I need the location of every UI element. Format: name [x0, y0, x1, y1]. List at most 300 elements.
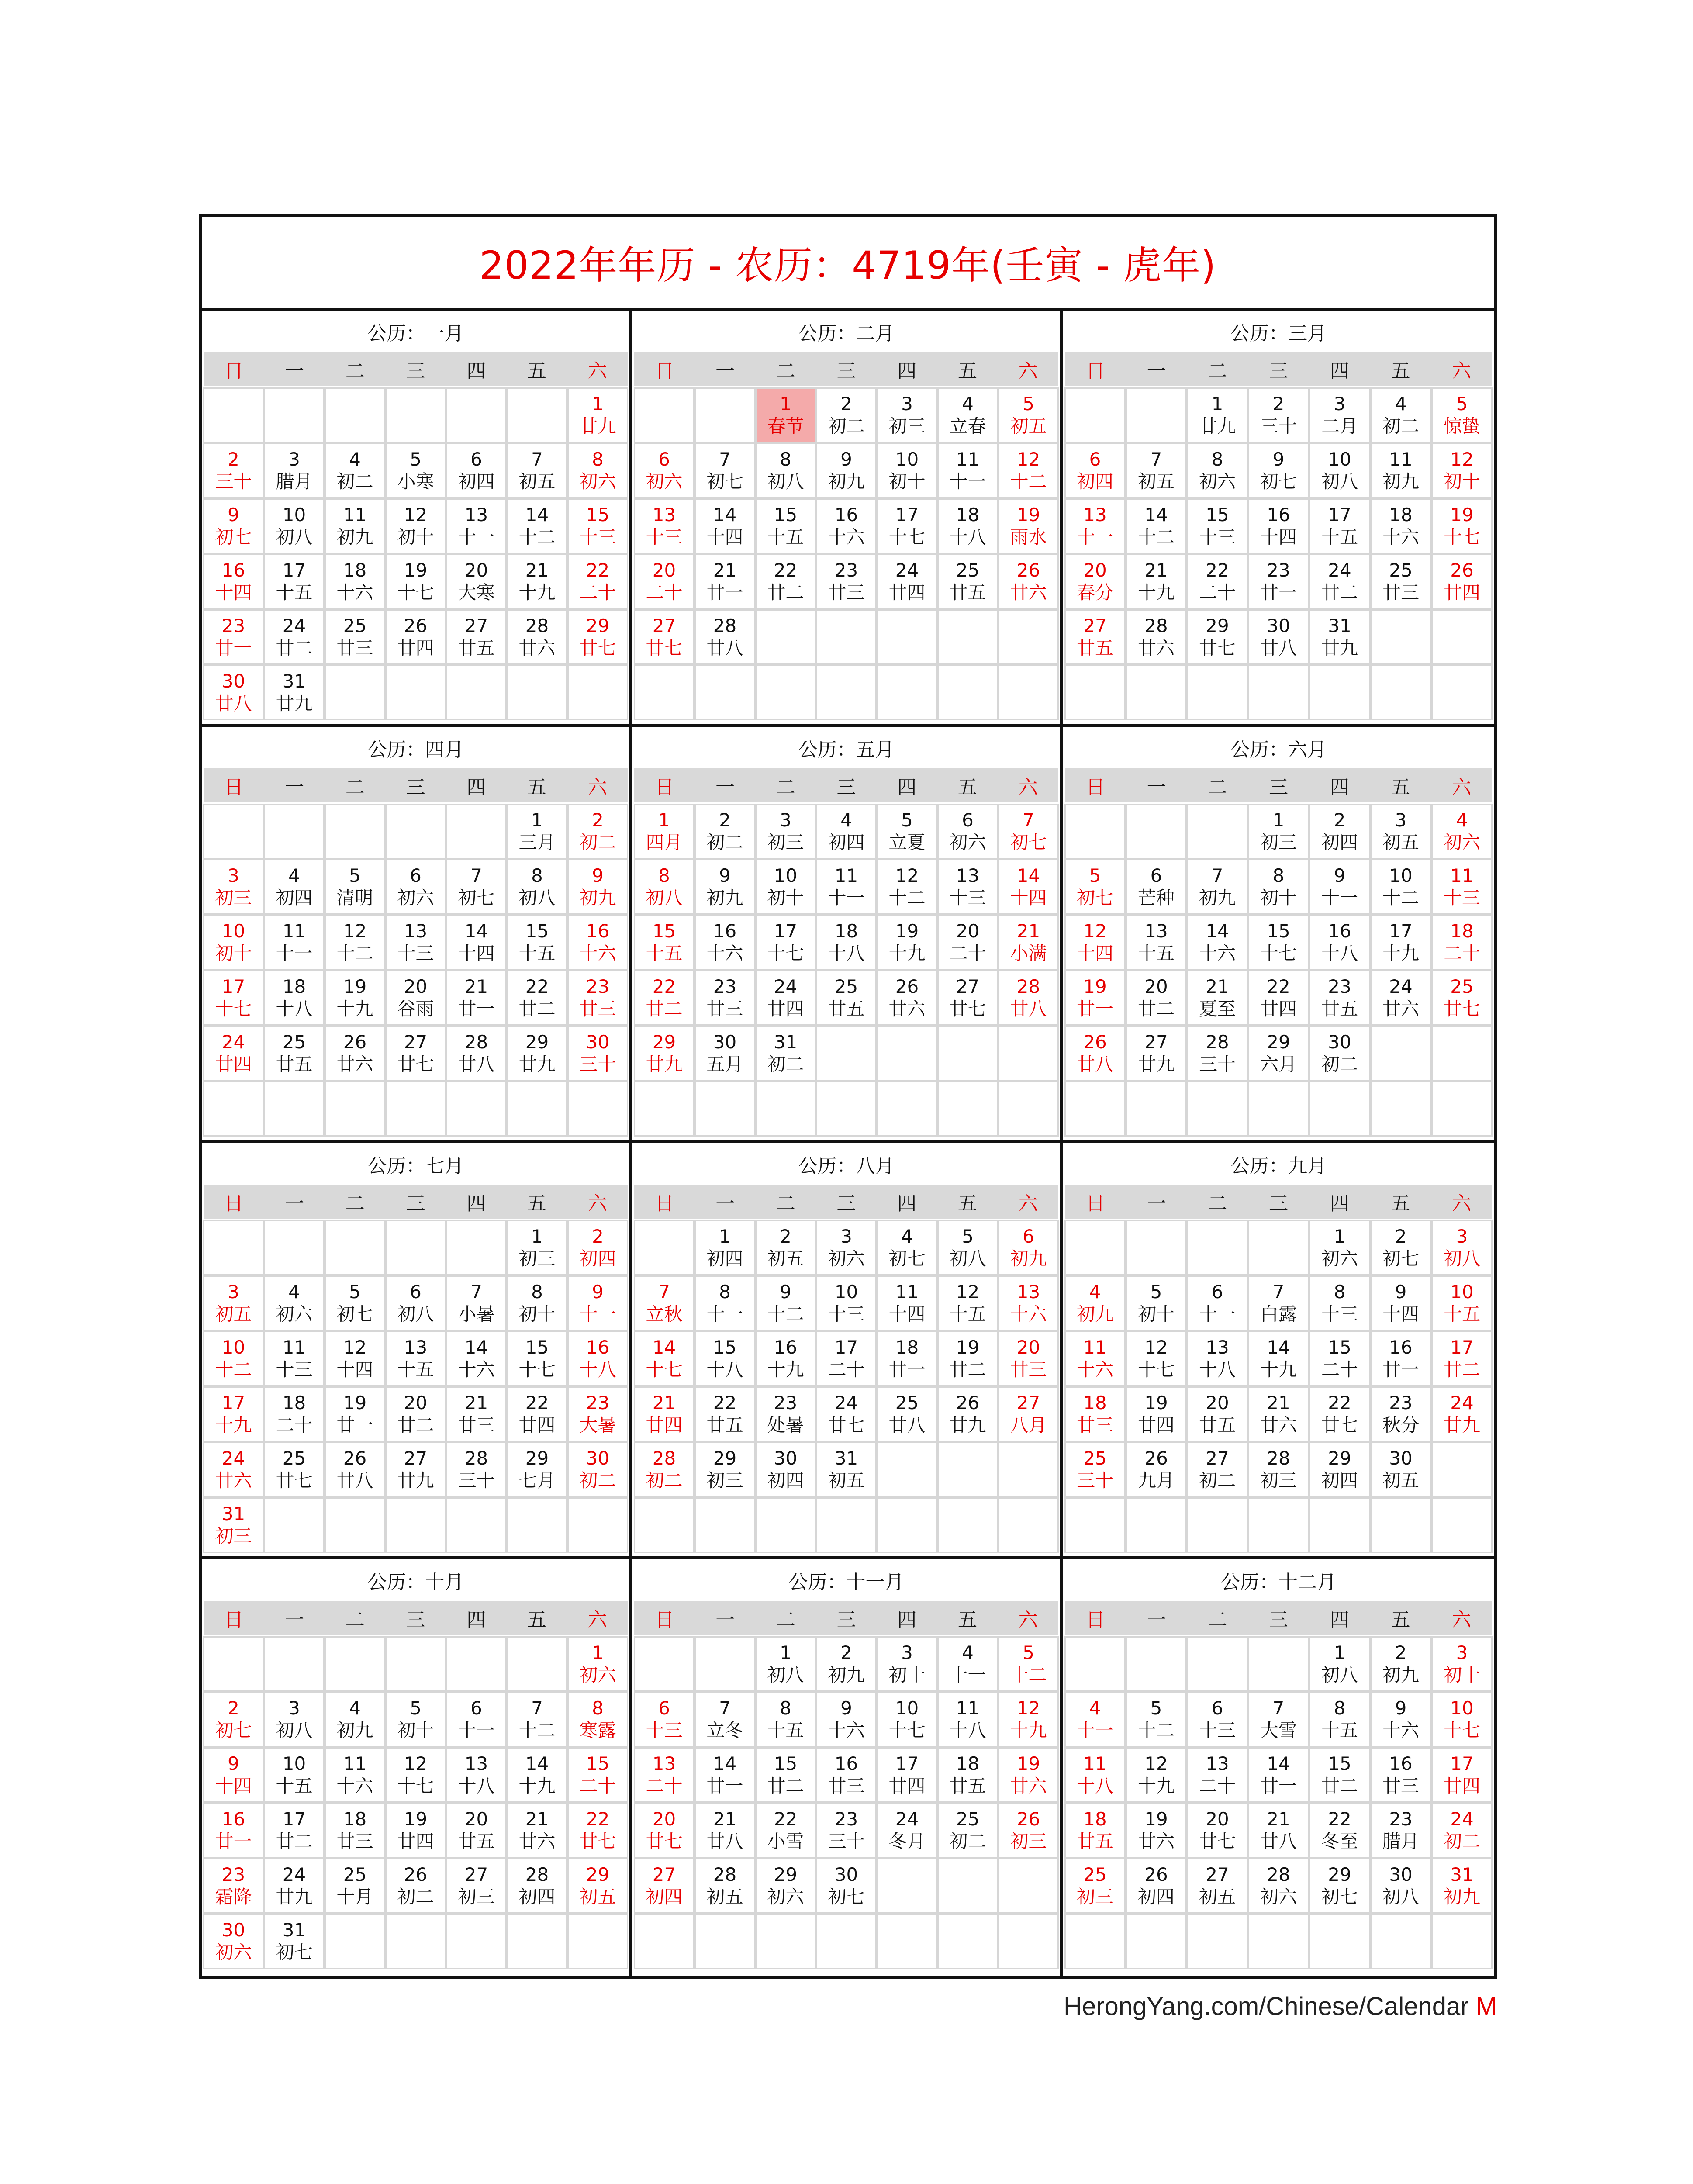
lunar-date: 廿二 — [518, 998, 556, 1019]
day-cell — [387, 611, 445, 663]
empty-cell — [1188, 1638, 1247, 1690]
day-number: 21 — [525, 1808, 549, 1830]
day-cell — [447, 860, 505, 913]
day-cell — [447, 1388, 505, 1441]
day-number: 18 — [956, 1753, 980, 1775]
day-number: 14 — [1267, 1753, 1290, 1775]
lunar-date: 十一 — [706, 1303, 743, 1325]
footer-url[interactable] — [1005, 1992, 1497, 2021]
empty-cell — [508, 1638, 566, 1690]
empty-cell — [326, 1082, 384, 1135]
lunar-date: 十五 — [1321, 1719, 1358, 1741]
lunar-date: 廿八 — [1260, 637, 1297, 659]
lunar-date: 十三 — [949, 887, 986, 909]
day-number: 29 — [1206, 615, 1229, 637]
day-cell — [878, 916, 936, 969]
lunar-date: 十二 — [1382, 887, 1419, 909]
day-cell — [939, 500, 997, 553]
lunar-date: 十八 — [1199, 1358, 1236, 1380]
day-cell — [1066, 1277, 1124, 1330]
weekday-label: 一 — [715, 776, 735, 798]
day-number: 8 — [592, 1697, 604, 1719]
day-number: 15 — [586, 504, 610, 526]
day-number: 17 — [282, 1808, 306, 1830]
day-number: 29 — [525, 1448, 549, 1469]
empty-cell — [999, 1443, 1057, 1496]
weekday-label: 一 — [715, 360, 735, 382]
day-number: 2 — [1395, 1642, 1407, 1664]
day-number: 2 — [719, 809, 731, 831]
day-cell — [326, 1027, 384, 1080]
day-cell — [1127, 1693, 1185, 1746]
weekday-label: 日 — [224, 1609, 244, 1631]
day-number: 28 — [525, 615, 549, 637]
day-number: 27 — [956, 976, 980, 998]
empty-cell — [1066, 666, 1124, 719]
lunar-date: 廿九 — [276, 1886, 313, 1908]
lunar-date: 三十 — [458, 1469, 495, 1491]
day-cell — [1310, 1332, 1369, 1385]
empty-cell — [757, 1082, 815, 1135]
lunar-date: 廿七 — [579, 1830, 616, 1852]
empty-cell — [1310, 1082, 1369, 1135]
lunar-date: 十七 — [888, 526, 926, 548]
lunar-date: 廿八 — [1260, 1830, 1297, 1852]
day-number: 17 — [834, 1337, 858, 1358]
day-grid — [1065, 805, 1492, 1135]
day-cell — [1310, 805, 1369, 858]
day-cell — [1433, 805, 1491, 858]
day-number: 6 — [470, 449, 482, 470]
lunar-date: 十五 — [949, 1303, 986, 1325]
day-cell — [569, 805, 627, 858]
day-cell — [757, 860, 815, 913]
day-number: 31 — [834, 1448, 858, 1469]
lunar-date: 初四 — [1137, 1886, 1175, 1908]
lunar-date: 廿八 — [215, 692, 252, 714]
day-number: 13 — [1144, 920, 1168, 942]
lunar-date: 廿四 — [767, 998, 804, 1019]
day-number: 12 — [1016, 1697, 1040, 1719]
empty-cell — [939, 1499, 997, 1552]
empty-cell — [387, 389, 445, 442]
lunar-date: 十四 — [1382, 1303, 1419, 1325]
day-cell — [999, 555, 1057, 608]
day-number: 6 — [1211, 1697, 1223, 1719]
day-cell — [939, 389, 997, 442]
day-cell — [265, 1027, 323, 1080]
lunar-date: 廿九 — [579, 415, 616, 437]
day-number: 21 — [713, 560, 737, 581]
weekday-label: 日 — [1085, 776, 1105, 798]
lunar-date: 初八 — [767, 1664, 804, 1686]
day-number: 18 — [1450, 920, 1474, 942]
day-number: 30 — [834, 1864, 858, 1886]
empty-cell — [1066, 1221, 1124, 1274]
month-title: 公历：十二月 — [1221, 1571, 1336, 1593]
day-cell — [999, 1804, 1057, 1857]
day-number: 27 — [464, 1864, 488, 1886]
empty-cell — [999, 1499, 1057, 1552]
month-title: 公历：三月 — [1230, 322, 1327, 345]
day-cell — [569, 1859, 627, 1912]
empty-cell — [447, 1915, 505, 1968]
lunar-date: 七月 — [518, 1469, 556, 1491]
day-grid — [634, 1221, 1058, 1552]
day-cell — [1372, 805, 1430, 858]
day-cell — [1310, 971, 1369, 1024]
lunar-date: 十九 — [1137, 1775, 1175, 1797]
day-cell — [265, 1804, 323, 1857]
lunar-date: 二十 — [646, 1775, 683, 1797]
day-number: 30 — [221, 670, 245, 692]
day-cell — [999, 805, 1057, 858]
day-number: 16 — [834, 504, 858, 526]
day-cell — [635, 1443, 693, 1496]
day-number: 5 — [962, 1226, 974, 1248]
empty-cell — [326, 1499, 384, 1552]
empty-cell — [1188, 805, 1247, 858]
lunar-date: 十三 — [397, 942, 434, 964]
lunar-date: 春分 — [1076, 581, 1113, 603]
empty-cell — [1372, 666, 1430, 719]
lunar-date: 廿三 — [336, 1830, 373, 1852]
day-number: 24 — [221, 1031, 245, 1053]
day-cell — [878, 389, 936, 442]
day-number: 26 — [895, 976, 919, 998]
month-title: 公历：十月 — [367, 1571, 464, 1593]
lunar-date: 十四 — [1010, 887, 1047, 909]
day-grid — [204, 805, 628, 1135]
lunar-date: 十一 — [949, 1664, 986, 1686]
day-number: 14 — [525, 504, 549, 526]
day-number: 4 — [288, 1281, 300, 1303]
day-cell — [1372, 1638, 1430, 1690]
day-cell — [1372, 1804, 1430, 1857]
day-number: 7 — [1272, 1281, 1285, 1303]
day-cell — [1433, 1388, 1491, 1441]
day-cell — [569, 1277, 627, 1330]
day-number: 11 — [1083, 1753, 1107, 1775]
day-cell — [326, 860, 384, 913]
day-number: 27 — [1016, 1392, 1040, 1414]
weekday-label: 五 — [1391, 360, 1410, 382]
day-cell — [1433, 555, 1491, 608]
lunar-date: 二十 — [1199, 581, 1236, 603]
lunar-date: 十五 — [646, 942, 683, 964]
day-cell — [1372, 1332, 1430, 1385]
lunar-date: 大寒 — [458, 581, 495, 603]
day-number: 21 — [1016, 920, 1040, 942]
day-number: 29 — [1267, 1031, 1290, 1053]
day-cell — [635, 555, 693, 608]
lunar-date: 三十 — [1076, 1469, 1113, 1491]
day-number: 1 — [1272, 809, 1285, 831]
day-cell — [447, 1859, 505, 1912]
day-cell — [387, 971, 445, 1024]
day-number: 23 — [1389, 1392, 1413, 1414]
day-number: 27 — [652, 1864, 676, 1886]
empty-cell — [1372, 1027, 1430, 1080]
day-cell — [757, 1804, 815, 1857]
day-number: 4 — [840, 809, 852, 831]
day-number: 28 — [464, 1448, 488, 1469]
day-number: 4 — [1395, 393, 1407, 415]
day-cell — [757, 389, 815, 442]
empty-cell — [757, 1499, 815, 1552]
day-number: 12 — [343, 1337, 367, 1358]
lunar-date: 初十 — [397, 1719, 434, 1741]
lunar-date: 初七 — [1076, 887, 1113, 909]
lunar-date: 冬至 — [1321, 1830, 1358, 1852]
day-number: 25 — [834, 976, 858, 998]
weekday-label: 四 — [897, 1609, 917, 1631]
day-cell — [817, 555, 875, 608]
day-number: 26 — [1450, 560, 1474, 581]
day-cell — [1188, 1027, 1247, 1080]
day-number: 1 — [1334, 1642, 1346, 1664]
day-cell — [1433, 971, 1491, 1024]
day-number: 31 — [282, 1919, 306, 1941]
day-cell — [696, 860, 754, 913]
lunar-date: 十九 — [888, 942, 926, 964]
lunar-date: 十五 — [767, 1719, 804, 1741]
lunar-date: 初九 — [1382, 1664, 1419, 1686]
day-cell — [1249, 916, 1308, 969]
day-cell — [757, 1638, 815, 1690]
lunar-date: 初八 — [1321, 1664, 1358, 1686]
day-cell — [508, 1277, 566, 1330]
weekday-label: 二 — [345, 360, 365, 382]
day-number: 8 — [780, 1697, 791, 1719]
day-number: 28 — [1016, 976, 1040, 998]
day-cell — [447, 1443, 505, 1496]
lunar-date: 十一 — [579, 1303, 616, 1325]
day-number: 5 — [1089, 865, 1101, 887]
lunar-date: 廿五 — [276, 1053, 313, 1075]
day-cell — [817, 1388, 875, 1441]
weekday-label: 六 — [1452, 776, 1472, 798]
weekday-label: 五 — [957, 1609, 977, 1631]
day-number: 19 — [343, 1392, 367, 1414]
lunar-date: 初九 — [828, 1664, 865, 1686]
day-number: 13 — [404, 920, 428, 942]
weekday-label: 三 — [406, 1609, 425, 1631]
day-number: 22 — [1267, 976, 1290, 998]
day-number: 20 — [1206, 1392, 1229, 1414]
day-cell — [204, 1859, 263, 1912]
lunar-date: 十九 — [1382, 942, 1419, 964]
lunar-date: 廿四 — [888, 1775, 926, 1797]
day-cell — [204, 860, 263, 913]
day-cell — [635, 916, 693, 969]
weekday-label: 二 — [345, 1609, 365, 1631]
weekday-label: 六 — [587, 360, 607, 382]
lunar-date: 廿三 — [1382, 1775, 1419, 1797]
day-number: 18 — [1389, 504, 1413, 526]
empty-cell — [569, 1499, 627, 1552]
weekday-label: 六 — [587, 1609, 607, 1631]
day-number: 1 — [592, 1642, 604, 1664]
day-number: 7 — [531, 1697, 543, 1719]
day-number: 6 — [470, 1697, 482, 1719]
day-cell — [569, 971, 627, 1024]
day-number: 12 — [895, 865, 919, 887]
lunar-date: 十一 — [276, 942, 313, 964]
lunar-date: 廿五 — [949, 1775, 986, 1797]
day-number: 5 — [1150, 1281, 1162, 1303]
empty-cell — [696, 1915, 754, 1968]
day-number: 23 — [1328, 976, 1351, 998]
day-cell — [1066, 971, 1124, 1024]
lunar-date: 廿四 — [1443, 1775, 1480, 1797]
day-cell — [878, 555, 936, 608]
lunar-date: 初八 — [949, 1248, 986, 1269]
lunar-date: 廿七 — [1443, 998, 1480, 1019]
day-cell — [757, 916, 815, 969]
weekday-label: 一 — [1147, 776, 1166, 798]
day-cell — [204, 1332, 263, 1385]
day-cell — [696, 500, 754, 553]
weekday-label: 五 — [1391, 1609, 1410, 1631]
lunar-date: 秋分 — [1382, 1414, 1419, 1436]
month-title: 公历：六月 — [1230, 738, 1327, 761]
empty-cell — [265, 1499, 323, 1552]
day-cell — [387, 1804, 445, 1857]
day-cell — [1310, 1388, 1369, 1441]
weekday-header — [1065, 1185, 1492, 1219]
weekday-label: 四 — [466, 776, 486, 798]
day-cell — [387, 1332, 445, 1385]
lunar-date: 十八 — [1321, 942, 1358, 964]
empty-cell — [447, 1082, 505, 1135]
day-cell — [999, 1221, 1057, 1274]
lunar-date: 廿五 — [949, 581, 986, 603]
lunar-date: 霜降 — [215, 1886, 252, 1908]
day-number: 25 — [282, 1031, 306, 1053]
day-cell — [204, 1027, 263, 1080]
day-cell — [1372, 1221, 1430, 1274]
day-cell — [757, 1221, 815, 1274]
day-number: 22 — [1206, 560, 1229, 581]
lunar-date: 十八 — [949, 526, 986, 548]
day-cell — [1372, 444, 1430, 497]
day-number: 28 — [525, 1864, 549, 1886]
lunar-date: 大暑 — [579, 1414, 616, 1436]
day-cell — [326, 1443, 384, 1496]
day-number: 1 — [1334, 1226, 1346, 1248]
day-cell — [999, 1638, 1057, 1690]
day-cell — [757, 1693, 815, 1746]
day-cell — [757, 555, 815, 608]
day-number: 14 — [713, 504, 737, 526]
weekday-label: 日 — [1085, 1192, 1105, 1215]
weekday-label: 六 — [1018, 776, 1038, 798]
day-number: 10 — [1328, 449, 1351, 470]
lunar-date: 十四 — [215, 581, 252, 603]
empty-cell — [999, 1027, 1057, 1080]
weekday-label: 三 — [836, 360, 856, 382]
empty-cell — [1433, 666, 1491, 719]
month-title: 公历：七月 — [367, 1154, 464, 1177]
day-cell — [1127, 1277, 1185, 1330]
lunar-date: 十一 — [458, 526, 495, 548]
month-title: 公历：五月 — [798, 738, 895, 761]
day-cell — [817, 500, 875, 553]
lunar-date: 夏至 — [1199, 998, 1236, 1019]
day-cell — [939, 1804, 997, 1857]
lunar-date: 十二 — [888, 887, 926, 909]
weekday-label: 日 — [1085, 360, 1105, 382]
day-cell — [757, 500, 815, 553]
day-cell — [1433, 1638, 1491, 1690]
day-cell — [265, 611, 323, 663]
day-cell — [569, 1804, 627, 1857]
day-cell — [696, 1277, 754, 1330]
day-cell — [939, 805, 997, 858]
day-cell — [447, 500, 505, 553]
day-number: 9 — [840, 1697, 852, 1719]
lunar-date: 初六 — [579, 470, 616, 492]
day-number: 10 — [1389, 865, 1413, 887]
day-cell — [387, 1749, 445, 1801]
empty-cell — [817, 1082, 875, 1135]
day-number: 31 — [774, 1031, 798, 1053]
day-number: 24 — [774, 976, 798, 998]
lunar-date: 廿八 — [1010, 998, 1047, 1019]
lunar-date: 十七 — [888, 1719, 926, 1741]
weekday-label: 六 — [1018, 1609, 1038, 1631]
lunar-date: 初三 — [767, 831, 804, 853]
empty-cell — [817, 1915, 875, 1968]
empty-cell — [999, 666, 1057, 719]
weekday-label: 一 — [1147, 1192, 1166, 1215]
empty-cell — [1188, 1221, 1247, 1274]
lunar-date: 二十 — [579, 581, 616, 603]
day-cell — [265, 916, 323, 969]
weekday-label: 四 — [466, 360, 486, 382]
day-cell — [1310, 1277, 1369, 1330]
lunar-date: 初三 — [706, 1469, 743, 1491]
day-cell — [1249, 500, 1308, 553]
day-cell — [1310, 1221, 1369, 1274]
day-cell — [999, 1332, 1057, 1385]
day-number: 22 — [774, 1808, 798, 1830]
day-number: 3 — [901, 1642, 913, 1664]
day-number: 7 — [1150, 449, 1162, 470]
lunar-date: 十七 — [646, 1358, 683, 1380]
lunar-date: 初三 — [518, 1248, 556, 1269]
day-cell — [757, 971, 815, 1024]
lunar-date: 十二 — [518, 526, 556, 548]
day-cell — [326, 1277, 384, 1330]
day-cell — [696, 805, 754, 858]
day-number: 24 — [221, 1448, 245, 1469]
empty-cell — [1188, 666, 1247, 719]
day-number: 5 — [1150, 1697, 1162, 1719]
day-cell — [1188, 971, 1247, 1024]
day-number: 15 — [774, 1753, 798, 1775]
lunar-date: 廿四 — [397, 1830, 434, 1852]
day-cell — [1066, 1804, 1124, 1857]
day-number: 17 — [1328, 504, 1351, 526]
day-number: 15 — [1206, 504, 1229, 526]
day-cell — [939, 1332, 997, 1385]
day-number: 27 — [1144, 1031, 1168, 1053]
weekday-label: 五 — [957, 776, 977, 798]
day-cell — [447, 1804, 505, 1857]
day-number: 3 — [1456, 1642, 1468, 1664]
